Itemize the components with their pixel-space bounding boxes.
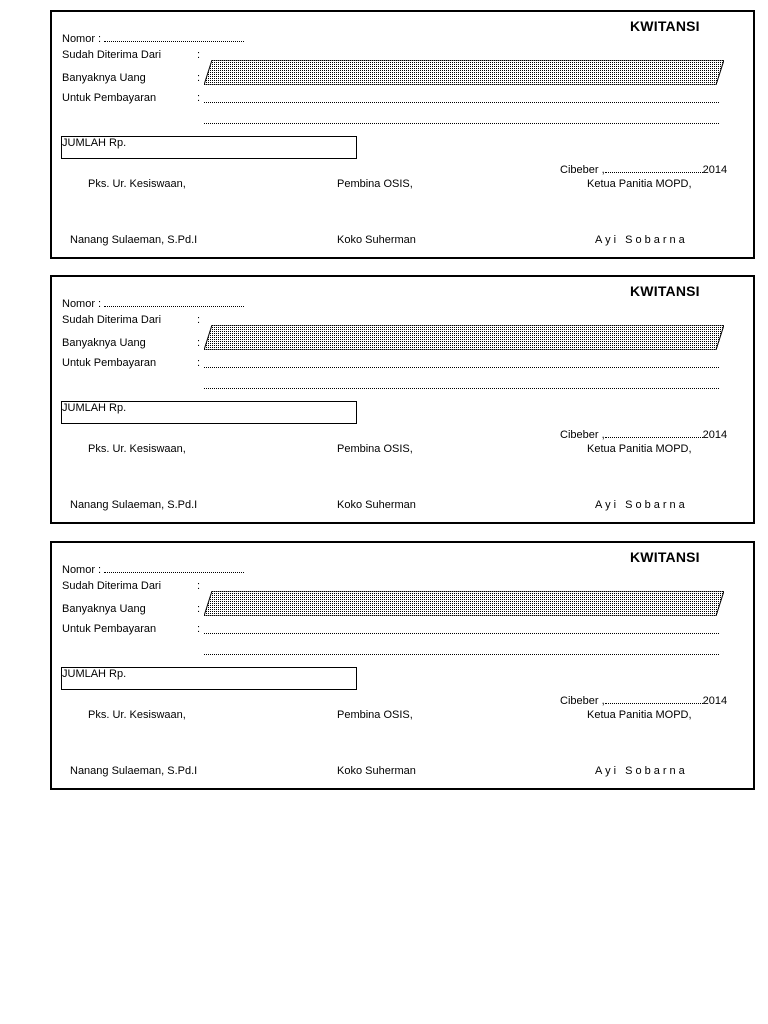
signatory-3-name: Ayi Sobarna	[595, 499, 688, 511]
nomor-label: Nomor :	[62, 298, 102, 310]
date-line	[560, 694, 727, 708]
nomor-blank	[104, 563, 244, 573]
signatory-2-name: Koko Suherman	[337, 765, 416, 777]
receipt-2	[50, 275, 755, 524]
nomor-label: Nomor :	[62, 33, 102, 45]
dari-colon: :	[197, 314, 201, 326]
signatory-1-name: Nanang Sulaeman, S.Pd.I	[70, 765, 198, 777]
date-blank	[605, 694, 703, 704]
amount-hatched-field	[204, 60, 724, 85]
untuk-line-1	[204, 623, 719, 634]
nomor-blank	[104, 32, 244, 42]
date-year: 2014	[702, 429, 728, 441]
signatory-2-title: Pembina OSIS,	[337, 443, 413, 455]
dari-label: Sudah Diterima Dari	[62, 314, 162, 326]
date-year: 2014	[702, 164, 728, 176]
signatory-3-name: Ayi Sobarna	[595, 234, 688, 246]
nomor-field	[62, 32, 244, 46]
date-blank	[605, 428, 703, 438]
signatory-1-name: Nanang Sulaeman, S.Pd.I	[70, 499, 198, 511]
signatory-2-name: Koko Suherman	[337, 499, 416, 511]
dari-colon: :	[197, 49, 201, 61]
jumlah-box	[61, 136, 357, 159]
date-prefix: Cibeber ,	[560, 429, 605, 441]
signatory-3-name: Ayi Sobarna	[595, 765, 688, 777]
uang-label: Banyaknya Uang	[62, 72, 146, 84]
signatory-3-title: Ketua Panitia MOPD,	[587, 178, 692, 190]
signatory-1-title: Pks. Ur. Kesiswaan,	[88, 178, 186, 190]
date-line	[560, 163, 727, 177]
jumlah-label: JUMLAH Rp.	[62, 668, 127, 680]
nomor-field	[62, 297, 244, 311]
date-year: 2014	[702, 695, 728, 707]
signatory-3-title: Ketua Panitia MOPD,	[587, 443, 692, 455]
untuk-line-1	[204, 92, 719, 103]
untuk-colon: :	[197, 357, 201, 369]
signatory-1-title: Pks. Ur. Kesiswaan,	[88, 709, 186, 721]
date-prefix: Cibeber ,	[560, 695, 605, 707]
receipt-title: KWITANSI	[630, 283, 700, 299]
date-blank	[605, 163, 703, 173]
nomor-label: Nomor :	[62, 564, 102, 576]
date-line	[560, 428, 727, 442]
nomor-field	[62, 563, 244, 577]
dari-label: Sudah Diterima Dari	[62, 49, 162, 61]
signatory-1-name: Nanang Sulaeman, S.Pd.I	[70, 234, 198, 246]
jumlah-label: JUMLAH Rp.	[62, 137, 127, 149]
untuk-colon: :	[197, 623, 201, 635]
untuk-colon: :	[197, 92, 201, 104]
dari-colon: :	[197, 580, 201, 592]
untuk-line-2	[204, 113, 719, 124]
receipt-title: KWITANSI	[630, 549, 700, 565]
receipt-3	[50, 541, 755, 790]
untuk-label: Untuk Pembayaran	[62, 357, 157, 369]
receipt-title: KWITANSI	[630, 18, 700, 34]
receipt-1	[50, 10, 755, 259]
amount-hatched-field	[204, 591, 724, 616]
uang-colon: :	[197, 72, 201, 84]
untuk-line-1	[204, 357, 719, 368]
nomor-blank	[104, 297, 244, 307]
uang-colon: :	[197, 337, 201, 349]
uang-label: Banyaknya Uang	[62, 603, 146, 615]
jumlah-box	[61, 667, 357, 690]
untuk-line-2	[204, 644, 719, 655]
signatory-2-title: Pembina OSIS,	[337, 709, 413, 721]
untuk-label: Untuk Pembayaran	[62, 92, 157, 104]
signatory-2-title: Pembina OSIS,	[337, 178, 413, 190]
untuk-line-2	[204, 378, 719, 389]
signatory-1-title: Pks. Ur. Kesiswaan,	[88, 443, 186, 455]
jumlah-box	[61, 401, 357, 424]
uang-colon: :	[197, 603, 201, 615]
signatory-2-name: Koko Suherman	[337, 234, 416, 246]
date-prefix: Cibeber ,	[560, 164, 605, 176]
untuk-label: Untuk Pembayaran	[62, 623, 157, 635]
signatory-3-title: Ketua Panitia MOPD,	[587, 709, 692, 721]
dari-label: Sudah Diterima Dari	[62, 580, 162, 592]
uang-label: Banyaknya Uang	[62, 337, 146, 349]
jumlah-label: JUMLAH Rp.	[62, 402, 127, 414]
amount-hatched-field	[204, 325, 724, 350]
